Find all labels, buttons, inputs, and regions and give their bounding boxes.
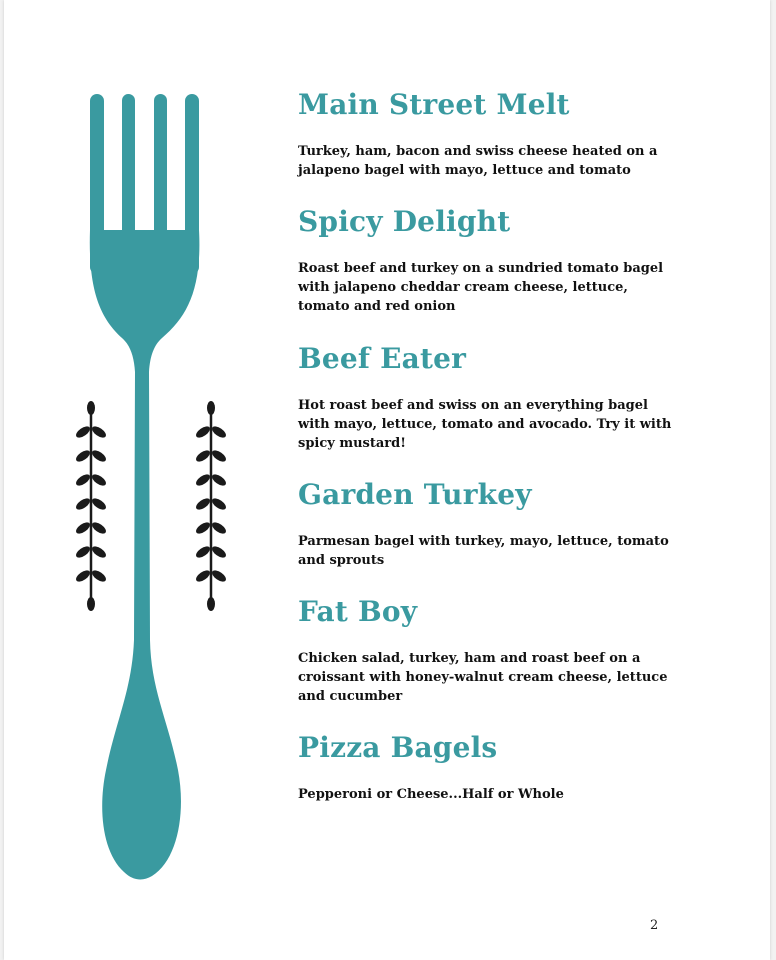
menu-item-garden-turkey	[298, 478, 678, 570]
fork-illustration	[4, 0, 294, 960]
menu-item-spicy-delight	[298, 205, 678, 316]
item-title: Main Street Melt	[298, 88, 570, 121]
item-description: Pepperoni or Cheese...Half or Whole	[298, 787, 564, 802]
item-title: Fat Boy	[298, 595, 418, 628]
item-title: Spicy Delight	[298, 205, 511, 238]
item-title: Beef Eater	[298, 342, 467, 375]
leaf-sprig-icon	[74, 401, 108, 611]
item-description: Roast beef and turkey on a sundried tomato bagel with jalapeno cheddar cream cheese, lettuce, tomato and red onion	[298, 261, 664, 314]
menu-page	[4, 0, 770, 960]
menu-item-main-street-melt	[298, 88, 678, 180]
fork-icon	[90, 94, 200, 879]
page-number: 2	[650, 918, 659, 933]
item-description: Hot roast beef and swiss on an everything bagel with mayo, lettuce, tomato and avocado. Try it with spicy mustard!	[298, 398, 672, 451]
menu-item-beef-eater	[298, 342, 678, 453]
item-title: Garden Turkey	[298, 478, 532, 511]
item-title: Pizza Bagels	[298, 731, 498, 764]
menu-item-fat-boy	[298, 595, 678, 706]
item-description: Parmesan bagel with turkey, mayo, lettuce, tomato and sprouts	[298, 534, 669, 568]
leaf-sprig-icon	[194, 401, 228, 611]
item-description: Chicken salad, turkey, ham and roast beef on a croissant with honey-walnut cream cheese, lettuce and cucumber	[298, 651, 668, 704]
menu-item-pizza-bagels	[298, 731, 678, 804]
item-description: Turkey, ham, bacon and swiss cheese heated on a jalapeno bagel with mayo, lettuce and tomato	[298, 144, 658, 178]
